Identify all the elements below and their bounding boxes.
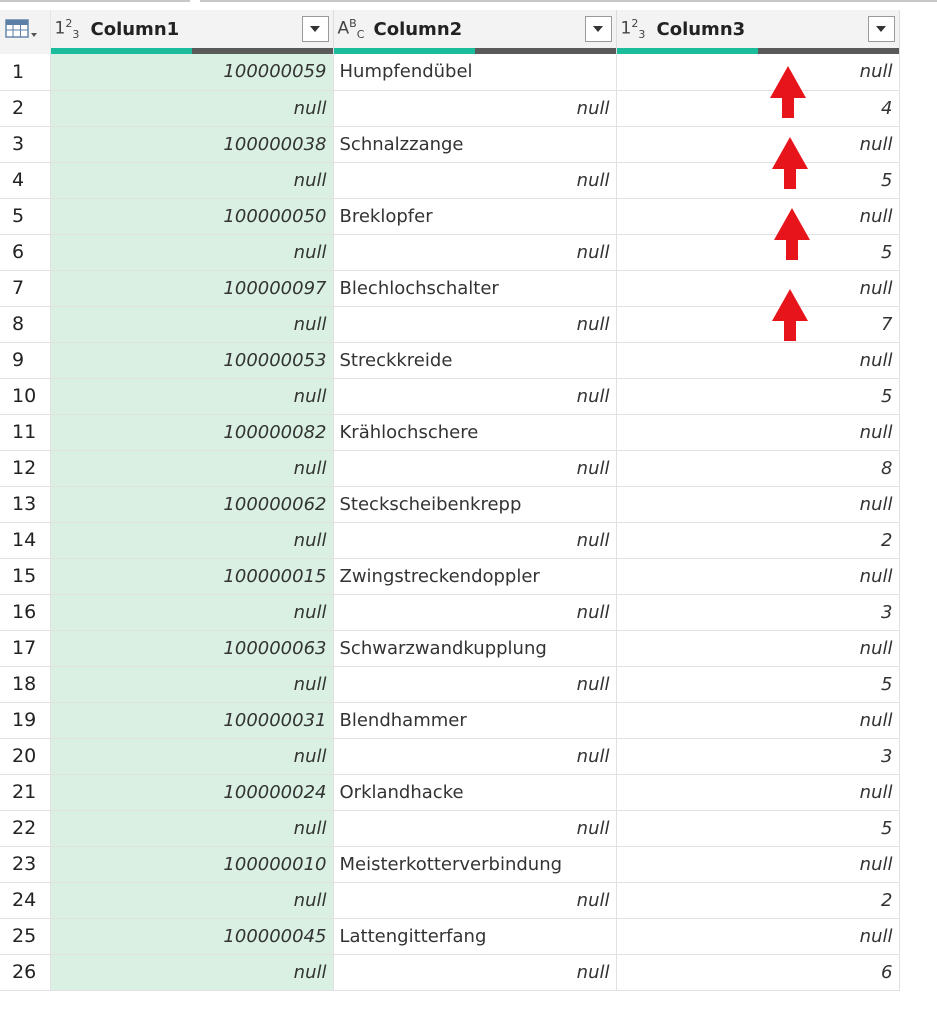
- cell-column1[interactable]: 100000059: [50, 54, 333, 90]
- chevron-down-icon: [875, 25, 887, 33]
- column-filter-dropdown-button[interactable]: [868, 16, 895, 42]
- row-number[interactable]: 1: [0, 54, 50, 90]
- cell-column1[interactable]: null: [50, 666, 333, 702]
- cell-column3[interactable]: 2: [616, 522, 899, 558]
- row-number[interactable]: 13: [0, 486, 50, 522]
- column-name[interactable]: Column2: [373, 18, 463, 40]
- table-row[interactable]: [0, 882, 899, 918]
- cell-column1[interactable]: 100000010: [50, 846, 333, 882]
- red-arrow-up-icon: [772, 206, 812, 262]
- table-icon: [4, 18, 38, 40]
- cell-column2[interactable]: null: [333, 450, 616, 486]
- row-number[interactable]: 20: [0, 738, 50, 774]
- table-row[interactable]: [0, 90, 899, 126]
- row-number[interactable]: 4: [0, 162, 50, 198]
- row-number[interactable]: 2: [0, 90, 50, 126]
- cell-column3[interactable]: 2: [616, 882, 899, 918]
- row-number[interactable]: 19: [0, 702, 50, 738]
- cell-column3[interactable]: null: [616, 630, 899, 666]
- cell-column1[interactable]: null: [50, 594, 333, 630]
- cell-column1[interactable]: 100000062: [50, 486, 333, 522]
- cell-column2[interactable]: null: [333, 306, 616, 342]
- cell-column2[interactable]: Lattengitterfang: [333, 918, 616, 954]
- cell-column3[interactable]: 5: [616, 162, 899, 198]
- cell-column1[interactable]: 100000097: [50, 270, 333, 306]
- row-number[interactable]: 11: [0, 414, 50, 450]
- row-number[interactable]: 21: [0, 774, 50, 810]
- cell-column2[interactable]: Schwarzwandkupplung: [333, 630, 616, 666]
- table-row[interactable]: [0, 378, 899, 414]
- cell-column3[interactable]: null: [616, 414, 899, 450]
- column-quality-bar: [51, 48, 333, 54]
- cell-column1[interactable]: null: [50, 954, 333, 990]
- table-row[interactable]: [0, 306, 899, 342]
- table-row[interactable]: [0, 234, 899, 270]
- cell-column3[interactable]: null: [616, 846, 899, 882]
- cell-column3[interactable]: null: [616, 54, 899, 90]
- column-header-row: [0, 10, 899, 54]
- cell-column2[interactable]: Steckscheibenkrepp: [333, 486, 616, 522]
- cell-column2[interactable]: Breklopfer: [333, 198, 616, 234]
- column-header-column3[interactable]: [616, 10, 899, 54]
- window-top-edge: [0, 0, 937, 3]
- table-row[interactable]: [0, 54, 899, 90]
- cell-column2[interactable]: null: [333, 594, 616, 630]
- table-row[interactable]: [0, 198, 899, 234]
- chevron-down-icon: [309, 25, 321, 33]
- cell-column3[interactable]: null: [616, 918, 899, 954]
- table-row[interactable]: [0, 666, 899, 702]
- cell-column3[interactable]: null: [616, 774, 899, 810]
- table-row[interactable]: [0, 846, 899, 882]
- column-filter-dropdown-button[interactable]: [302, 16, 329, 42]
- table-row[interactable]: [0, 954, 899, 990]
- cell-column1[interactable]: null: [50, 882, 333, 918]
- column-header-column2[interactable]: [333, 10, 616, 54]
- table-row[interactable]: [0, 738, 899, 774]
- row-number[interactable]: 22: [0, 810, 50, 846]
- table-row[interactable]: [0, 774, 899, 810]
- cell-column2[interactable]: null: [333, 810, 616, 846]
- chevron-down-icon: [592, 25, 604, 33]
- cell-column3[interactable]: null: [616, 342, 899, 378]
- cell-column3[interactable]: null: [616, 486, 899, 522]
- cell-column2[interactable]: null: [333, 90, 616, 126]
- tab-edge: [0, 0, 190, 2]
- cell-column3[interactable]: 6: [616, 954, 899, 990]
- cell-column1[interactable]: 100000050: [50, 198, 333, 234]
- cell-column2[interactable]: Schnalzzange: [333, 126, 616, 162]
- column-quality-bar: [334, 48, 616, 54]
- row-number[interactable]: 17: [0, 630, 50, 666]
- row-number[interactable]: 25: [0, 918, 50, 954]
- cell-column1[interactable]: 100000038: [50, 126, 333, 162]
- cell-column2[interactable]: Humpfendübel: [333, 54, 616, 90]
- cell-column3[interactable]: null: [616, 126, 899, 162]
- row-number[interactable]: 16: [0, 594, 50, 630]
- query-data-grid: [0, 10, 900, 991]
- table-row[interactable]: [0, 702, 899, 738]
- cell-column2[interactable]: null: [333, 882, 616, 918]
- cell-column3[interactable]: 3: [616, 594, 899, 630]
- table-menu-button[interactable]: [0, 10, 50, 54]
- table-row[interactable]: [0, 126, 899, 162]
- row-number[interactable]: 24: [0, 882, 50, 918]
- cell-column3[interactable]: 5: [616, 810, 899, 846]
- column-name[interactable]: Column3: [656, 18, 746, 40]
- column-name[interactable]: Column1: [90, 18, 180, 40]
- cell-column3[interactable]: 8: [616, 450, 899, 486]
- row-number[interactable]: 26: [0, 954, 50, 990]
- cell-column2[interactable]: null: [333, 738, 616, 774]
- cell-column1[interactable]: 100000024: [50, 774, 333, 810]
- cell-column3[interactable]: 5: [616, 234, 899, 270]
- cell-column2[interactable]: null: [333, 378, 616, 414]
- cell-column2[interactable]: Meisterkotterverbindung: [333, 846, 616, 882]
- cell-column1[interactable]: null: [50, 522, 333, 558]
- red-arrow-up-icon: [770, 287, 810, 343]
- table-row[interactable]: [0, 414, 899, 450]
- row-number[interactable]: 14: [0, 522, 50, 558]
- cell-column1[interactable]: 100000045: [50, 918, 333, 954]
- column-filter-dropdown-button[interactable]: [585, 16, 612, 42]
- cell-column1[interactable]: null: [50, 306, 333, 342]
- row-number[interactable]: 12: [0, 450, 50, 486]
- cell-column3[interactable]: 5: [616, 666, 899, 702]
- column-quality-bar: [617, 48, 899, 54]
- cell-column2[interactable]: Zwingstreckendoppler: [333, 558, 616, 594]
- grid-body: [0, 54, 899, 990]
- cell-column2[interactable]: Orklandhacke: [333, 774, 616, 810]
- tab-edge: [200, 0, 937, 2]
- cell-column2[interactable]: Blendhammer: [333, 702, 616, 738]
- row-number[interactable]: 8: [0, 306, 50, 342]
- table-row[interactable]: [0, 594, 899, 630]
- cell-column3[interactable]: 3: [616, 738, 899, 774]
- table-row[interactable]: [0, 162, 899, 198]
- whole-number-type-icon[interactable]: $1^2_3$: [54, 16, 80, 42]
- red-arrow-up-icon: [770, 135, 810, 191]
- row-number[interactable]: 10: [0, 378, 50, 414]
- cell-column1[interactable]: 100000031: [50, 702, 333, 738]
- cell-column1[interactable]: null: [50, 378, 333, 414]
- row-number[interactable]: 15: [0, 558, 50, 594]
- cell-column3[interactable]: 4: [616, 90, 899, 126]
- cell-column3[interactable]: 7: [616, 306, 899, 342]
- table-row[interactable]: [0, 486, 899, 522]
- cell-column3[interactable]: null: [616, 558, 899, 594]
- row-number[interactable]: 23: [0, 846, 50, 882]
- cell-column1[interactable]: null: [50, 810, 333, 846]
- whole-number-type-icon[interactable]: $1^2_3$: [620, 16, 646, 42]
- cell-column2[interactable]: null: [333, 162, 616, 198]
- cell-column1[interactable]: 100000015: [50, 558, 333, 594]
- table-row[interactable]: [0, 522, 899, 558]
- table-row[interactable]: [0, 342, 899, 378]
- table-row[interactable]: [0, 918, 899, 954]
- red-arrow-up-icon: [768, 64, 808, 120]
- cell-column3[interactable]: 5: [616, 378, 899, 414]
- row-number[interactable]: 9: [0, 342, 50, 378]
- text-type-icon[interactable]: $A^B_C$: [337, 16, 365, 42]
- table-row[interactable]: [0, 558, 899, 594]
- table-row[interactable]: [0, 630, 899, 666]
- cell-column2[interactable]: null: [333, 522, 616, 558]
- cell-column1[interactable]: 100000082: [50, 414, 333, 450]
- cell-column1[interactable]: 100000063: [50, 630, 333, 666]
- cell-column1[interactable]: null: [50, 90, 333, 126]
- table-row[interactable]: [0, 270, 899, 306]
- row-number[interactable]: 7: [0, 270, 50, 306]
- cell-column1[interactable]: null: [50, 234, 333, 270]
- cell-column2[interactable]: Krählochschere: [333, 414, 616, 450]
- cell-column1[interactable]: null: [50, 162, 333, 198]
- table-row[interactable]: [0, 810, 899, 846]
- cell-column1[interactable]: null: [50, 450, 333, 486]
- cell-column2[interactable]: null: [333, 954, 616, 990]
- cell-column2[interactable]: Streckkreide: [333, 342, 616, 378]
- row-number[interactable]: 3: [0, 126, 50, 162]
- cell-column3[interactable]: null: [616, 702, 899, 738]
- cell-column1[interactable]: 100000053: [50, 342, 333, 378]
- cell-column3[interactable]: null: [616, 270, 899, 306]
- table-row[interactable]: [0, 450, 899, 486]
- cell-column1[interactable]: null: [50, 738, 333, 774]
- cell-column2[interactable]: Blechlochschalter: [333, 270, 616, 306]
- cell-column2[interactable]: null: [333, 666, 616, 702]
- row-number[interactable]: 18: [0, 666, 50, 702]
- row-number[interactable]: 5: [0, 198, 50, 234]
- column-header-column1[interactable]: [50, 10, 333, 54]
- cell-column3[interactable]: null: [616, 198, 899, 234]
- row-number[interactable]: 6: [0, 234, 50, 270]
- cell-column2[interactable]: null: [333, 234, 616, 270]
